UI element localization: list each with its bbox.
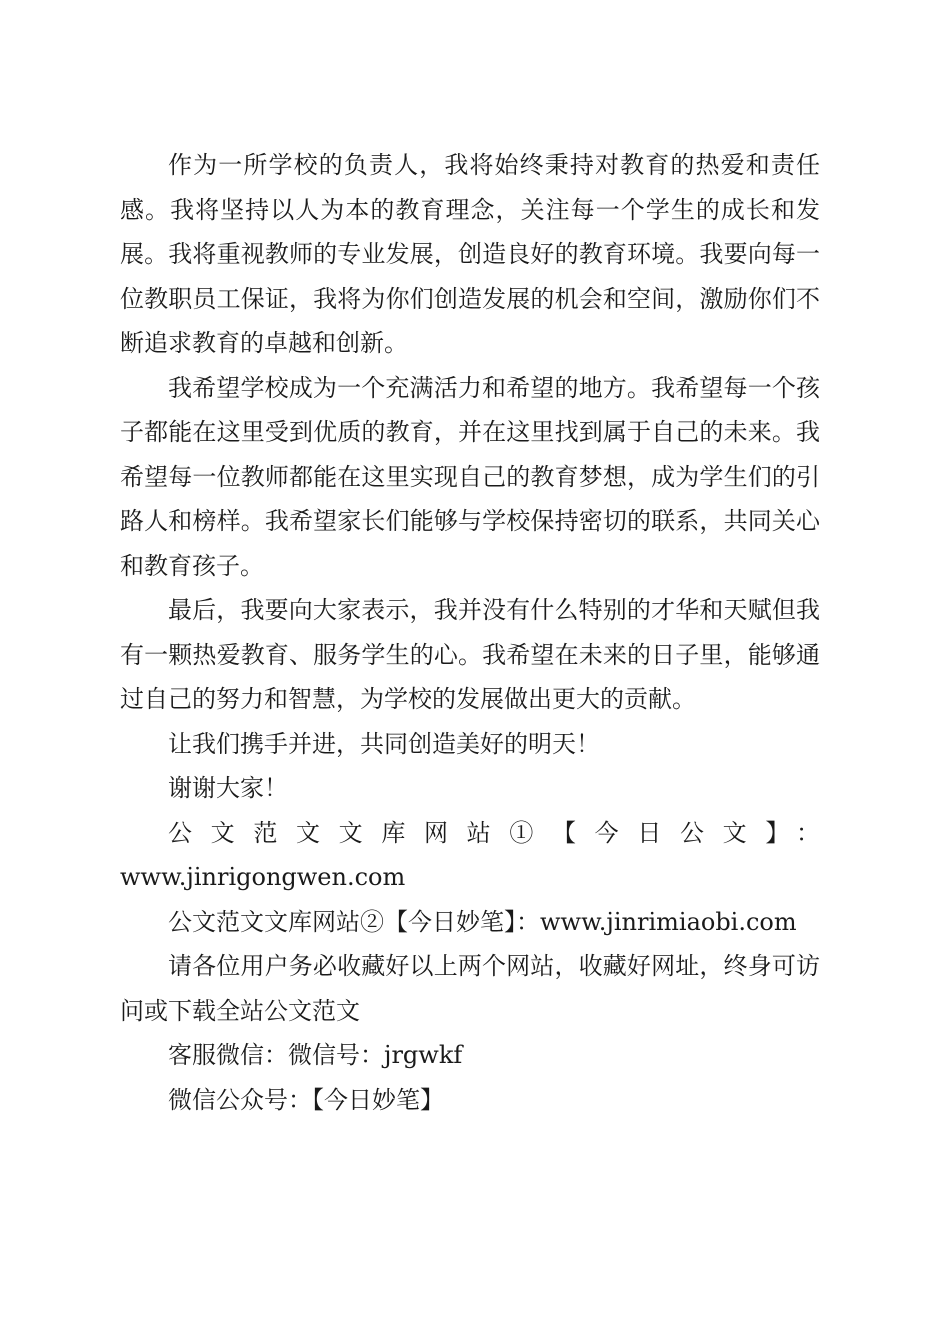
site1-url: www.jinrigongwen.com — [120, 863, 406, 891]
site2-line: 公文范文文库网站②【今日妙笔】：www.jinrimiaobi.com — [168, 907, 797, 936]
wechat-service: 客服微信：微信号：jrgwkf — [168, 1041, 463, 1069]
paragraph-thanks: 谢谢大家！ — [168, 774, 288, 802]
document-body — [120, 143, 820, 1122]
paragraph-hopes: 我希望学校成为一个充满活力和希望的地方。我希望每一个孩子都能在这里受到优质的教育，并在这里找到属于自己的未来。我希望每一位教师都能在这里实现自己的教育梦想，成为学生们的引路人和榜样。我希望家长们能够与学校保持密切的联系，共同关心和教育孩子。 — [120, 373, 820, 580]
site1-label: 公文范文文库网站①【今日公文】： — [168, 818, 820, 847]
paragraph-together: 让我们携手并进，共同创造美好的明天！ — [168, 729, 600, 758]
paragraph-closing: 最后，我要向大家表示，我并没有什么特别的才华和天赋但我有一颗热爱教育、服务学生的心。我希望在未来的日子里，能够通过自己的努力和智慧，为学校的发展做出更大的贡献。 — [120, 596, 820, 713]
paragraph-commitment: 作为一所学校的负责人，我将始终秉持对教育的热爱和责任感。我将坚持以人为本的教育理念，关注每一个学生的成长和发展。我将重视教师的专业发展，创造良好的教育环境。我要向每一位教职员工保证，我将为你们创造发展的机会和空间，激励你们不断追求教育的卓越和创新。 — [120, 151, 820, 357]
wechat-official-account: 微信公众号：【今日妙笔】 — [168, 1085, 444, 1114]
bookmark-notice: 请各位用户务必收藏好以上两个网站，收藏好网址，终身可访问或下载全站公文范文 — [120, 952, 820, 1025]
